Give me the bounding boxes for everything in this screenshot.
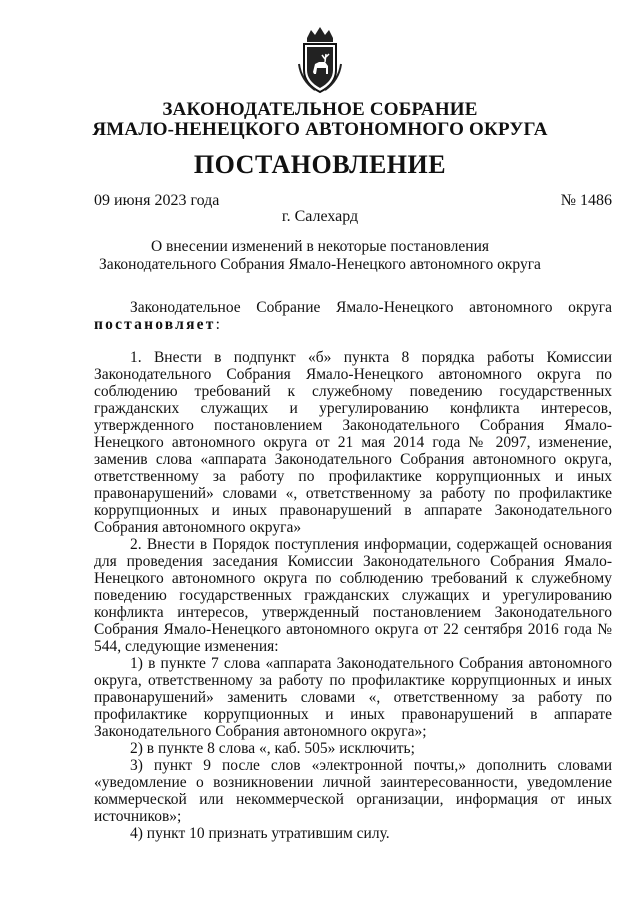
document-type: ПОСТАНОВЛЕНИЕ: [193, 150, 447, 179]
resolves-colon: :: [215, 316, 220, 333]
document-number: № 1486: [560, 192, 612, 209]
subject-line1: О внесении изменений в некоторые постановления: [150, 238, 490, 255]
paragraph-2-item-3: 3) пункт 9 после слов «электронной почты,» дополнить словами «уведомление о возникновении личной заинтересованности, уведомление коммерческой или некоммерческой организации, информация от иных источников»;: [94, 757, 612, 825]
document-subject: [0, 238, 640, 274]
coat-of-arms-icon: [295, 24, 345, 96]
document-city: г. Салехард: [281, 208, 359, 225]
org-name-line2: ЯМАЛО-НЕНЕЦКОГО АВТОНОМНОГО ОКРУГА: [92, 119, 548, 140]
org-name-line1: ЗАКОНОДАТЕЛЬНОЕ СОБРАНИЕ: [162, 99, 478, 120]
paragraph-2: 2. Внести в Порядок поступления информации, содержащей основания для проведения заседания Комиссии Законодательного Собрания Ямало-Ненецкого автономного округа по соблюдению требований к служебному поведению государственных гражданских служащих и урегулированию конфликта интересов, утвержденный постановлением Законодательного Собрания Ямало-Ненецкого автономного округа от 22 сентября 2016 года № 544, следующие изменения:: [94, 536, 612, 655]
preamble-text: Законодательное Собрание Ямало-Ненецкого автономного округа: [130, 299, 612, 316]
paragraph-2-item-2: 2) в пункте 8 слова «, каб. 505» исключить;: [130, 740, 415, 757]
resolves-word: постановляет: [94, 316, 216, 333]
subject-line2: Законодательного Собрания Ямало-Ненецкого автономного округа: [99, 256, 541, 273]
paragraph-1: 1. Внести в подпункт «б» пункта 8 порядка работы Комиссии Законодательного Собрания Ямало-Ненецкого автономного округа по соблюдению требований к служебному поведению государственных гражданских служащих и урегулированию конфликта интересов, утвержденного постановлением Законодательного Собрания Ямало-Ненецкого автономного округа от 21 мая 2014 года № 2097, изменение, заменив слова «аппарата Законодательного Собрания автономного округа, ответственному за работу по профилактике коррупционных и иных правонарушений» словами «, ответственному за работу по профилактике коррупционных и иных правонарушений в аппарате Законодательного Собрания автономного округа»: [94, 349, 612, 536]
preamble: [94, 299, 612, 333]
document-body: [94, 299, 612, 842]
paragraph-2-item-1: 1) в пункте 7 слова «аппарата Законодательного Собрания автономного округа, ответственному за работу по профилактике коррупционных и иных правонарушений» заменить словами «, ответственному за работу по профилактике коррупционных и иных правонарушений в аппарате Законодательного Собрания автономного округа»;: [94, 655, 612, 740]
paragraph-2-item-4: 4) пункт 10 признать утратившим силу.: [130, 825, 390, 842]
document-date: 09 июня 2023 года: [94, 192, 220, 209]
